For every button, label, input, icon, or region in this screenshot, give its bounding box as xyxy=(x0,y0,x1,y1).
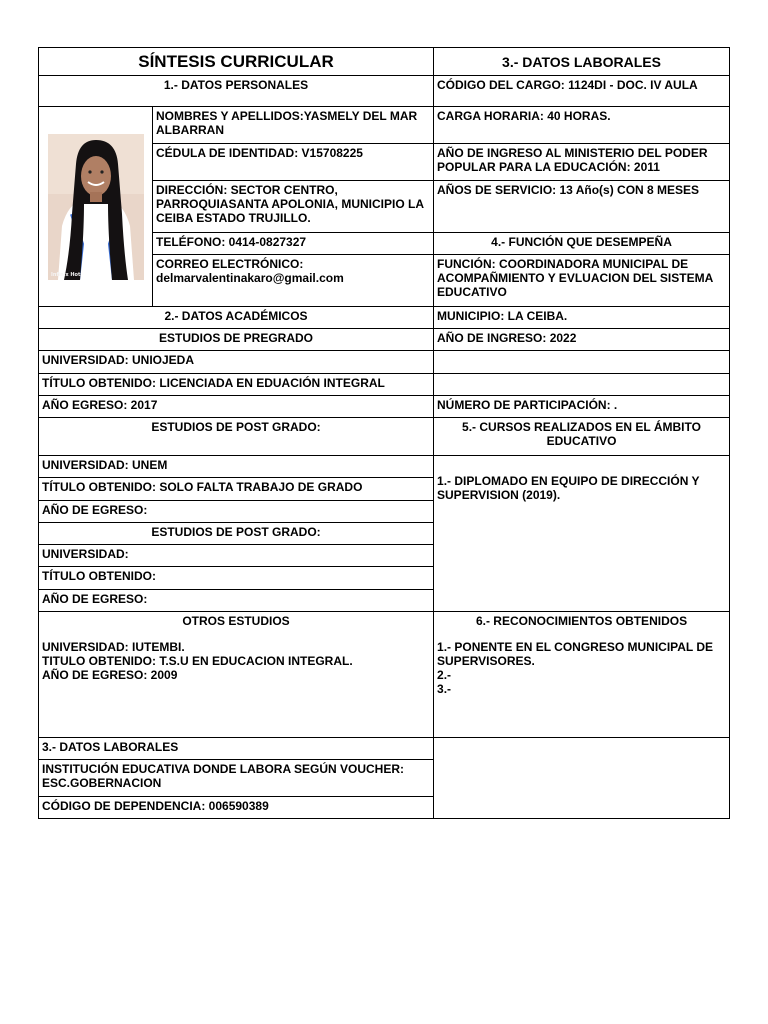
anos-servicio: AÑOS DE SERVICIO: 13 Año(s) CON 8 MESES xyxy=(434,181,730,233)
reconocimientos-header: 6.- RECONOCIMIENTOS OBTENIDOS xyxy=(475,614,688,628)
photo-cell xyxy=(39,107,153,307)
reconocimiento-3: 3.- xyxy=(437,682,452,696)
cursos-header: 5.- CURSOS REALIZADOS EN EL ÁMBITO EDUCATIVO xyxy=(434,418,730,456)
reconocimiento-1: 1.- PONENTE EN EL CONGRESO MUNICIPAL DE SUPERVISORES. xyxy=(437,640,714,668)
curriculum-sheet xyxy=(38,47,729,819)
laborales-header-right: 3.- DATOS LABORALES xyxy=(434,48,730,76)
codigo-cargo: CÓDIGO DEL CARGO: 1124DI - DOC. IV AULA xyxy=(434,76,730,107)
nombres-apellidos: NOMBRES Y APELLIDOS:YASMELY DEL MAR ALBARRAN xyxy=(153,107,434,144)
empty-cell-1 xyxy=(434,351,730,374)
laborales-header-left: 3.- DATOS LABORALES xyxy=(39,738,434,760)
academic-header: 2.- DATOS ACADÉMICOS xyxy=(39,307,434,329)
otros-universidad: UNIVERSIDAD: IUTEMBI. xyxy=(42,640,185,654)
reconocimiento-2: 2.- xyxy=(437,668,452,682)
empty-cell-2 xyxy=(434,374,730,396)
curriculum-table xyxy=(38,47,730,819)
funcion-header: 4.- FUNCIÓN QUE DESEMPEÑA xyxy=(434,233,730,255)
postgrado-1-egreso: AÑO DE EGRESO: xyxy=(39,501,434,523)
correo-cell xyxy=(153,255,434,307)
ano-ingreso-ministerio: AÑO DE INGRESO AL MINISTERIO DEL PODER POPULAR PARA LA EDUCACIÓN: 2011 xyxy=(434,144,730,181)
codigo-dependencia: CÓDIGO DE DEPENDENCIA: 006590389 xyxy=(39,797,434,819)
photo-caption: Infinix Hot xyxy=(50,271,80,278)
face xyxy=(81,156,111,196)
postgrado-2-titulo: TÍTULO OBTENIDO: xyxy=(39,567,434,590)
postgrado-2-egreso: AÑO DE EGRESO: xyxy=(39,590,434,612)
profile-photo xyxy=(48,134,144,280)
postgrado-1-titulo: TÍTULO OBTENIDO: SOLO FALTA TRABAJO DE GRADO xyxy=(39,478,434,501)
correo-label: CORREO ELECTRÓNICO: xyxy=(156,257,304,271)
otros-estudios-header: OTROS ESTUDIOS xyxy=(182,614,290,628)
otros-titulo: TITULO OBTENIDO: T.S.U EN EDUCACION INTEGRAL. xyxy=(42,654,353,668)
postgrado-1-universidad: UNIVERSIDAD: UNEM xyxy=(39,456,434,478)
direccion: DIRECCIÓN: SECTOR CENTRO, PARROQUIASANTA APOLONIA, MUNICIPIO LA CEIBA ESTADO TRUJILLO. xyxy=(153,181,434,233)
pregrado-header: ESTUDIOS DE PREGRADO xyxy=(39,329,434,351)
personal-data-header: 1.- DATOS PERSONALES xyxy=(39,76,434,107)
postgrado-2-header: ESTUDIOS DE POST GRADO: xyxy=(39,523,434,545)
municipio: MUNICIPIO: LA CEIBA. xyxy=(434,307,730,329)
otros-estudios-cell xyxy=(39,612,434,738)
telefono: TELÉFONO: 0414-0827327 xyxy=(153,233,434,255)
carga-horaria: CARGA HORARIA: 40 HORAS. xyxy=(434,107,730,144)
funcion: FUNCIÓN: COORDINADORA MUNICIPAL DE ACOMPAÑMIENTO Y EVLUACION DEL SISTEMA EDUCATIVO xyxy=(434,255,730,307)
pregrado-universidad: UNIVERSIDAD: UNIOJEDA xyxy=(39,351,434,374)
pregrado-titulo: TÍTULO OBTENIDO: LICENCIADA EN EDUACIÓN INTEGRAL xyxy=(39,374,434,396)
curso-1: 1.- DIPLOMADO EN EQUIPO DE DIRECCIÓN Y SUPERVISION (2019). xyxy=(434,456,730,612)
otros-egreso: AÑO DE EGRESO: 2009 xyxy=(42,668,178,682)
institucion-educativa: INSTITUCIÓN EDUCATIVA DONDE LABORA SEGÚN VOUCHER: ESC.GOBERNACION xyxy=(39,760,434,797)
empty-cell-bottom xyxy=(434,738,730,819)
pregrado-egreso: AÑO EGRESO: 2017 xyxy=(39,396,434,418)
correo-value: delmarvalentinakaro@gmail.com xyxy=(156,271,344,285)
postgrado-2-universidad: UNIVERSIDAD: xyxy=(39,545,434,567)
cedula-identidad: CÉDULA DE IDENTIDAD: V15708225 xyxy=(153,144,434,181)
ano-ingreso: AÑO DE INGRESO: 2022 xyxy=(434,329,730,351)
numero-participacion: NÚMERO DE PARTICIPACIÓN: . xyxy=(434,396,730,418)
postgrado-1-header: ESTUDIOS DE POST GRADO: xyxy=(39,418,434,456)
reconocimientos-cell xyxy=(434,612,730,738)
page-title: SÍNTESIS CURRICULAR xyxy=(39,48,434,76)
